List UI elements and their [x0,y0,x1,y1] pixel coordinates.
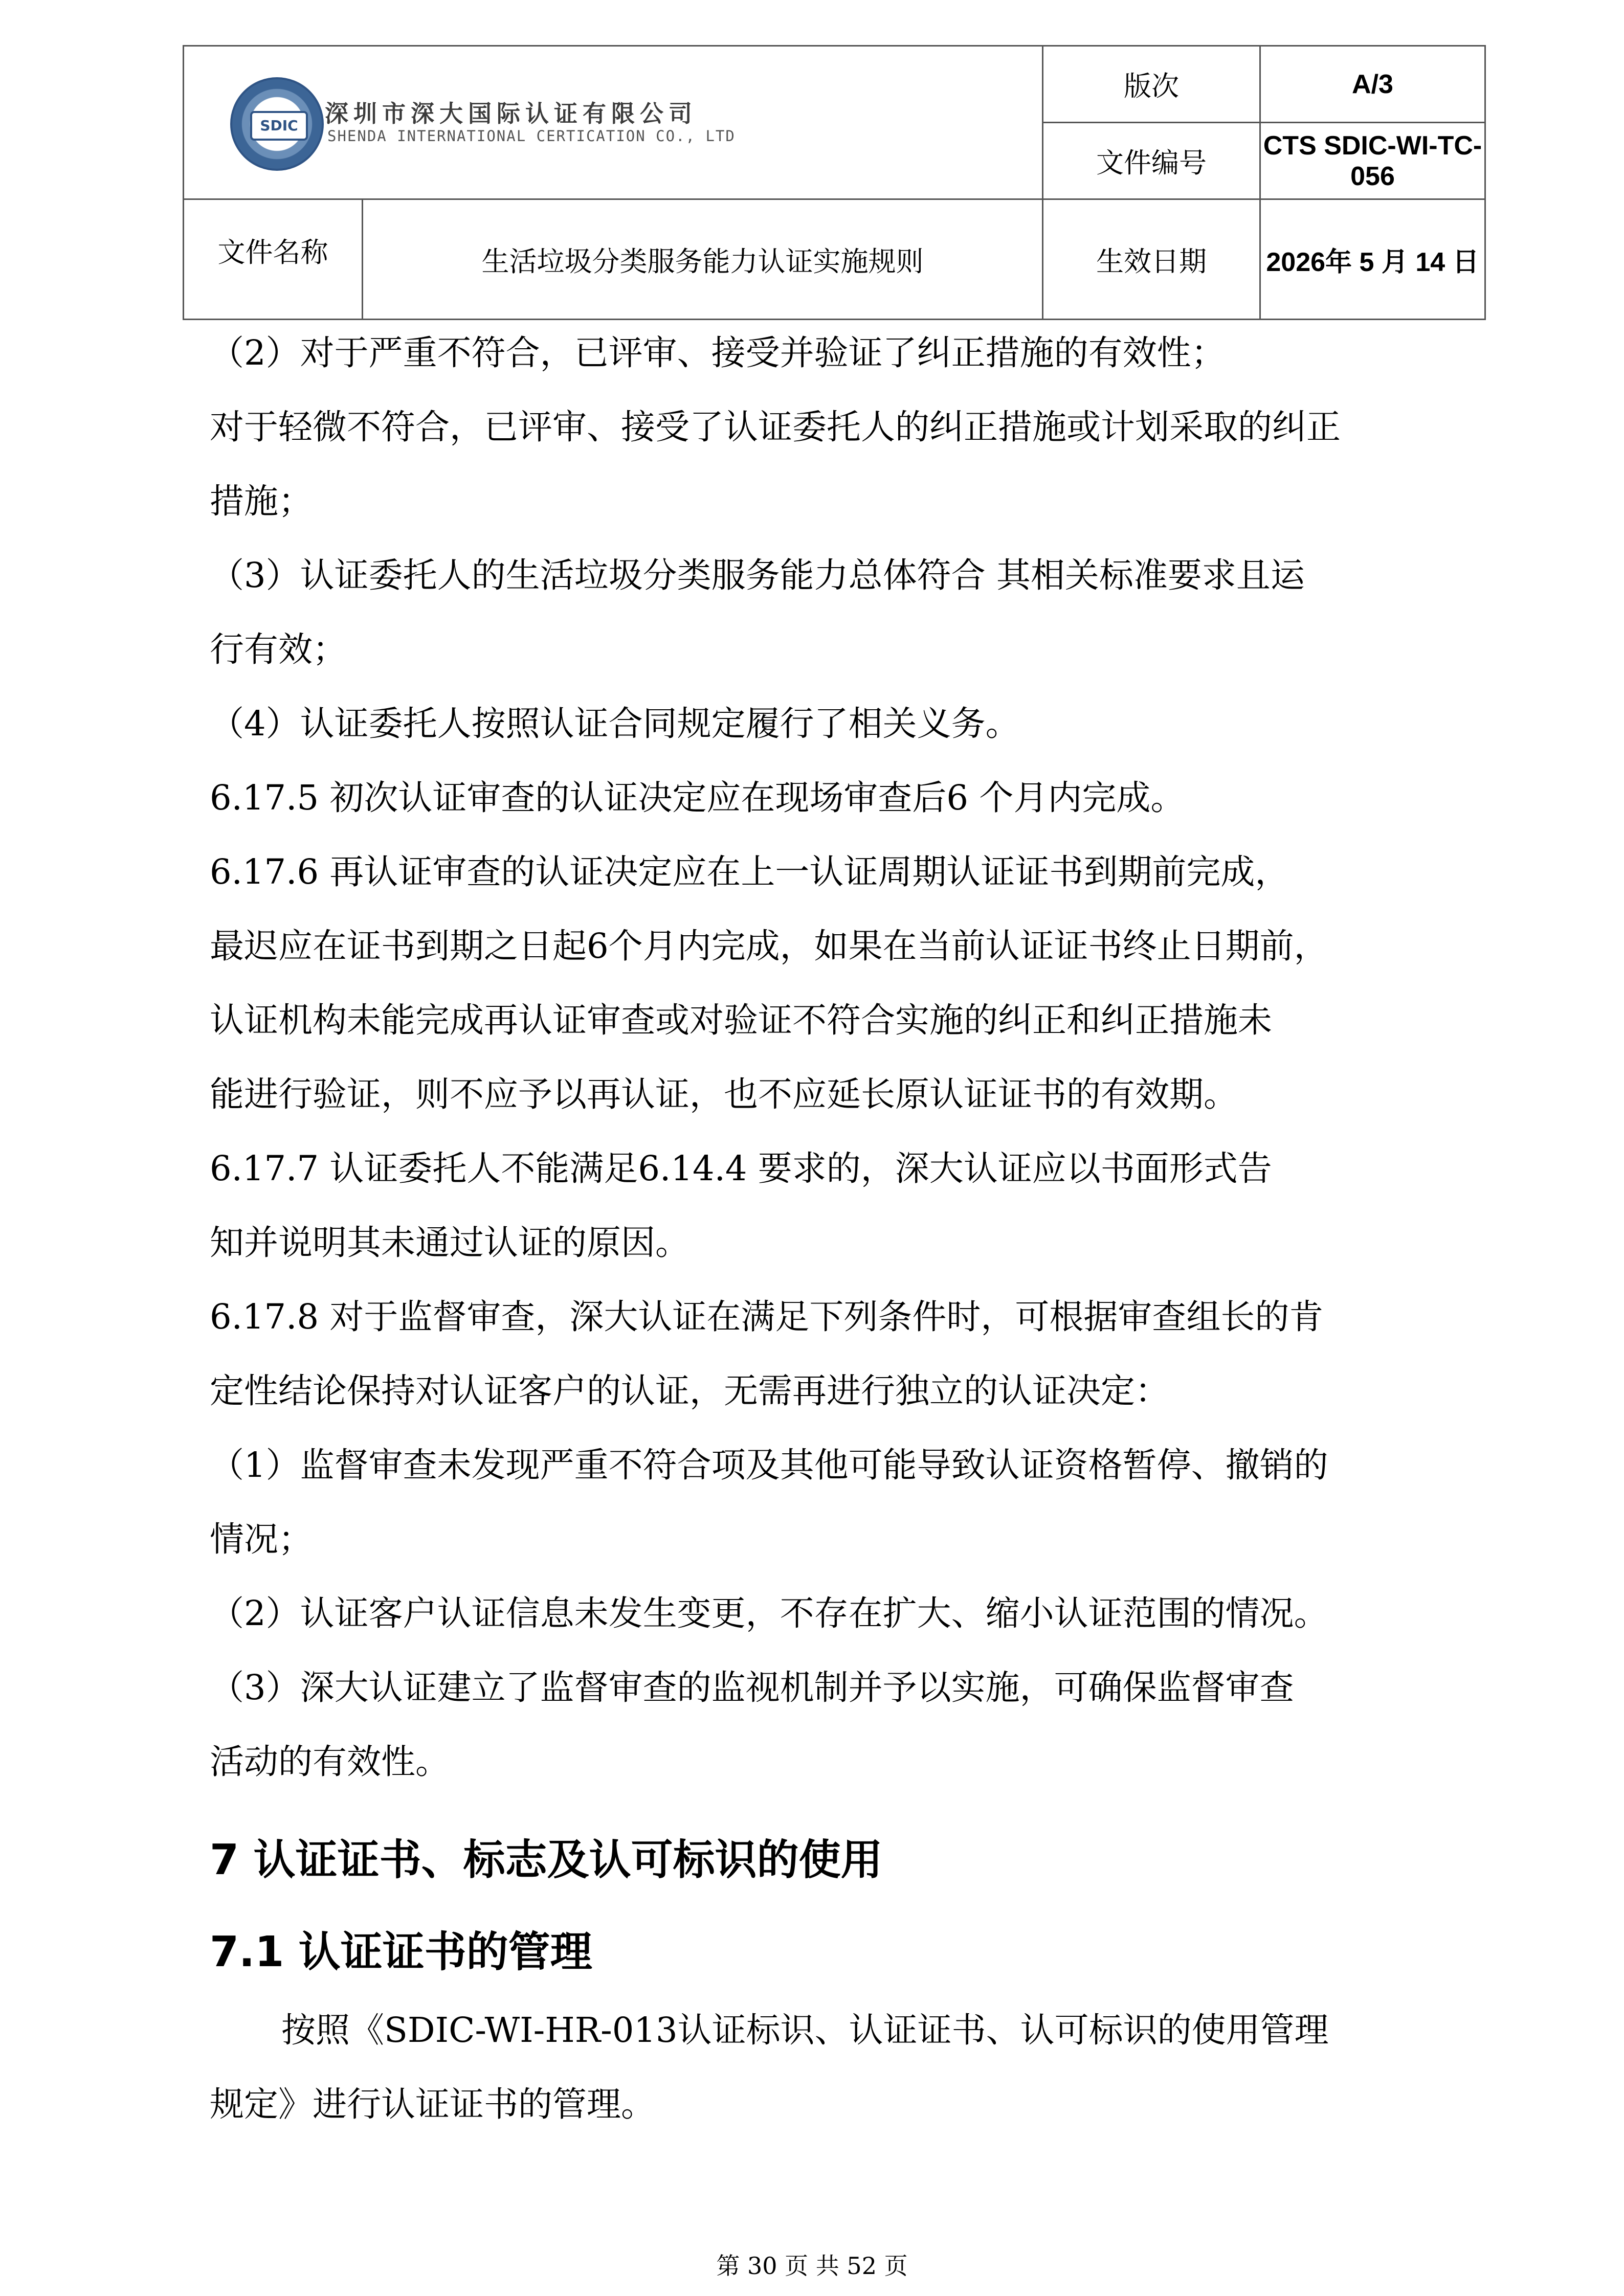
file-name-label: 文件名称 [184,199,363,320]
body-line: 知并说明其未通过认证的原因。 [210,1223,689,1263]
body-line: 能进行验证，则不应予以再认证，也不应延长原认证证书的有效期。 [210,1074,1238,1114]
page-number: 第 30 页 共 52 页 [716,2252,908,2280]
body-line: 认证机构未能完成再认证审查或对验证不符合实施的纠正和纠正措施未 [210,1000,1272,1040]
body-line: （3）深大认证建立了监督审查的监视机制并予以实施，可确保监督审查 [210,1668,1294,1707]
effective-date-label: 生效日期 [1043,199,1260,320]
section-7-1-heading: 7.1 认证证书的管理 [210,1928,592,1976]
body-line: （1）监督审查未发现严重不符合项及其他可能导致认证资格暂停、撤销的 [210,1445,1328,1485]
company-name-cn: 深圳市深大国际认证有限公司 [325,100,697,127]
body-line: 6.17.6 再认证审查的认证决定应在上一认证周期认证证书到期前完成， [210,852,1289,892]
doc-no-value: CTS SDIC-WI-TC-056 [1260,123,1485,199]
body-line: 6.17.8 对于监督审查，深大认证在满足下列条件时，可根据审查组长的肯 [210,1297,1324,1337]
version-label: 版次 [1043,46,1260,123]
body-line: 活动的有效性。 [210,1742,450,1782]
body-line: 措施； [210,481,313,521]
body-line: （2）认证客户认证信息未发生变更，不存在扩大、缩小认证范围的情况。 [210,1593,1328,1633]
body-line: 行有效； [210,629,347,669]
body-line: （2）对于严重不符合，已评审、接受并验证了纠正措施的有效性； [210,333,1226,373]
file-name-value: 生活垃圾分类服务能力认证实施规则 [363,199,1043,320]
version-value: A/3 [1260,46,1485,123]
doc-no-label: 文件编号 [1043,123,1260,199]
section-7-1-line: 按照《SDIC-WI-HR-013认证标识、认证证书、认可标识的使用管理 [281,2010,1329,2050]
document-header-table [183,45,1486,320]
section-7-1-line: 规定》进行认证证书的管理。 [210,2084,655,2124]
body-line: （4）认证委托人按照认证合同规定履行了相关义务。 [210,704,1020,744]
section-7-heading: 7 认证证书、标志及认可标识的使用 [210,1836,883,1884]
logo-text: SDIC [250,111,308,141]
sdic-logo-icon [230,77,324,171]
body-line: 情况； [210,1519,313,1559]
body-line: 6.17.5 初次认证审查的认证决定应在现场审查后6 个月内完成。 [210,778,1185,818]
body-line: 最迟应在证书到期之日起6个月内完成，如果在当前认证证书终止日期前， [210,926,1328,966]
document-body [210,316,1488,2142]
body-line: （3）认证委托人的生活垃圾分类服务能力总体符合 其相关标准要求且运 [210,555,1305,595]
body-line: 6.17.7 认证委托人不能满足6.14.4 要求的，深大认证应以书面形式告 [210,1149,1272,1188]
body-line: 对于轻微不符合，已评审、接受了认证委托人的纠正措施或计划采取的纠正 [210,407,1341,447]
body-line: 定性结论保持对认证客户的认证，无需再进行独立的认证决定： [210,1371,1169,1411]
company-name-en: SHENDA INTERNATIONAL CERTICATION CO., LTD [327,127,736,145]
effective-date-value: 2026年 5 月 14 日 [1260,199,1485,320]
company-logo-cell [184,46,1043,199]
